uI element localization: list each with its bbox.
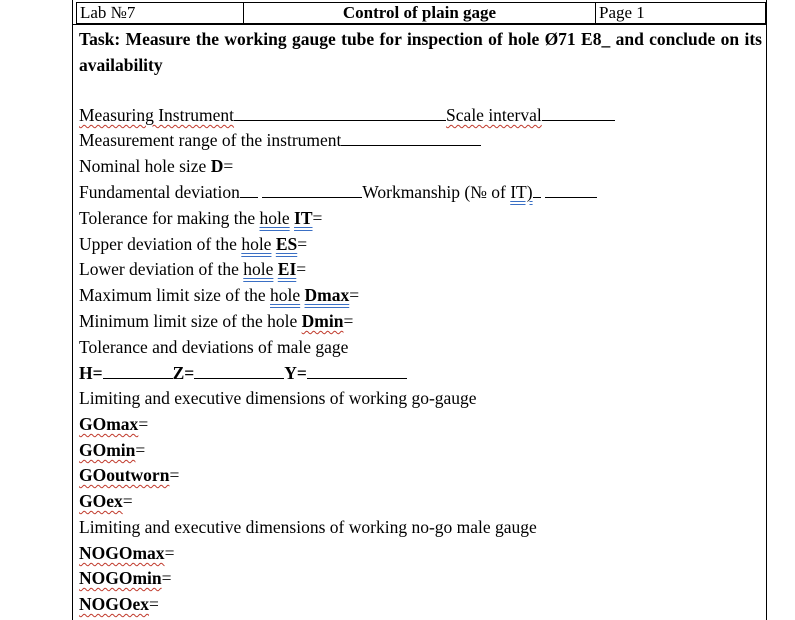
min-limit-eq: = xyxy=(343,311,354,331)
h-label: H= xyxy=(79,363,103,383)
go-max-eq: = xyxy=(138,414,149,434)
z-label: Z= xyxy=(172,363,195,383)
document-title-cell: Control of plain gage xyxy=(244,3,596,24)
go-worn-label: GOoutworn xyxy=(79,465,170,485)
measuring-instrument-line xyxy=(79,104,615,126)
go-worn-eq: = xyxy=(169,465,180,485)
upper-deviation-line xyxy=(79,233,307,255)
lower-deviation-var: EI xyxy=(277,259,297,279)
lower-deviation-hole: hole xyxy=(243,259,274,279)
tolerance-male-line: Tolerance and deviations of male gage xyxy=(79,337,349,357)
fundamental-deviation-line xyxy=(79,181,597,203)
go-ex-eq: = xyxy=(122,491,133,511)
upper-deviation-label: Upper deviation of the xyxy=(79,234,242,254)
nogo-max-eq: = xyxy=(164,543,175,563)
lab-number-cell: Lab №7 xyxy=(77,3,244,24)
lower-deviation-line xyxy=(79,258,306,280)
go-max-line xyxy=(79,413,148,435)
go-min-label: GOmin xyxy=(79,440,136,460)
go-max-label: GOmax xyxy=(79,414,139,434)
measurement-range-label: Measurement range of the instrument xyxy=(79,130,342,150)
max-limit-label: Maximum limit size of the xyxy=(79,285,271,305)
y-label: Y= xyxy=(284,363,307,383)
nogo-min-label: NOGOmin xyxy=(79,568,162,588)
max-limit-line xyxy=(79,284,359,306)
page-number-cell: Page 1 xyxy=(596,3,766,24)
nogo-max-label: NOGOmax xyxy=(79,543,165,563)
tolerance-hole: hole xyxy=(259,208,290,228)
max-limit-eq: = xyxy=(349,285,360,305)
tolerance-var: IT xyxy=(294,208,313,228)
go-worn-line xyxy=(79,464,179,486)
go-ex-label: GOex xyxy=(79,491,123,511)
nogo-ex-line xyxy=(79,593,159,615)
measurement-range-line xyxy=(79,129,481,151)
fundamental-deviation-blank-2 xyxy=(262,183,362,198)
lower-deviation-eq: = xyxy=(296,259,307,279)
nogo-heading: Limiting and executive dimensions of working no-go male gauge xyxy=(79,517,537,537)
task-statement: Task: Measure the working gauge tube for inspection of hole Ø71 E8_ and conclude on its availability xyxy=(79,29,762,75)
measurement-range-blank xyxy=(341,131,481,146)
workmanship-blank-2 xyxy=(545,183,597,198)
nogo-ex-eq: = xyxy=(149,594,159,614)
tolerance-label: Tolerance for making the xyxy=(79,208,260,228)
header-table xyxy=(76,2,766,24)
workmanship-it: IT) xyxy=(510,182,533,202)
go-min-eq: = xyxy=(135,440,146,460)
workmanship-label: Workmanship (№ of xyxy=(362,182,511,202)
measuring-instrument-label: Measuring Instrument xyxy=(79,105,235,125)
min-limit-label: Minimum limit size of the hole xyxy=(79,311,302,331)
nogo-max-line xyxy=(79,542,174,564)
go-ex-line xyxy=(79,490,133,512)
header-separator xyxy=(72,24,767,25)
workmanship-blank-1 xyxy=(533,183,541,198)
y-blank xyxy=(307,364,407,379)
nogo-min-eq: = xyxy=(161,568,172,588)
z-blank xyxy=(194,364,284,379)
go-min-line xyxy=(79,439,145,461)
nominal-size-eq: = xyxy=(223,156,234,176)
nogo-min-line xyxy=(79,567,172,589)
tolerance-eq: = xyxy=(312,208,323,228)
scale-interval-label: Scale interval xyxy=(446,105,542,125)
min-limit-line xyxy=(79,310,353,332)
measuring-instrument-blank xyxy=(234,106,446,121)
nominal-size-label: Nominal hole size xyxy=(79,156,211,176)
upper-deviation-eq: = xyxy=(297,234,308,254)
nominal-size-var: D xyxy=(210,156,224,176)
h-blank xyxy=(103,364,173,379)
go-heading: Limiting and executive dimensions of working go-gauge xyxy=(79,388,477,408)
tolerance-line xyxy=(79,207,322,229)
lower-deviation-label: Lower deviation of the xyxy=(79,259,244,279)
hzy-line xyxy=(79,362,407,384)
nogo-ex-label: NOGOex xyxy=(79,594,149,614)
fundamental-deviation-blank-1 xyxy=(240,183,258,198)
scale-interval-blank xyxy=(542,106,615,121)
nominal-size-line xyxy=(79,155,233,177)
upper-deviation-var: ES xyxy=(275,234,298,254)
upper-deviation-hole: hole xyxy=(241,234,272,254)
fundamental-deviation-label: Fundamental deviation xyxy=(79,182,240,202)
max-limit-var: Dmax xyxy=(304,285,350,305)
max-limit-hole: hole xyxy=(270,285,301,305)
min-limit-var: Dmin xyxy=(301,311,344,331)
